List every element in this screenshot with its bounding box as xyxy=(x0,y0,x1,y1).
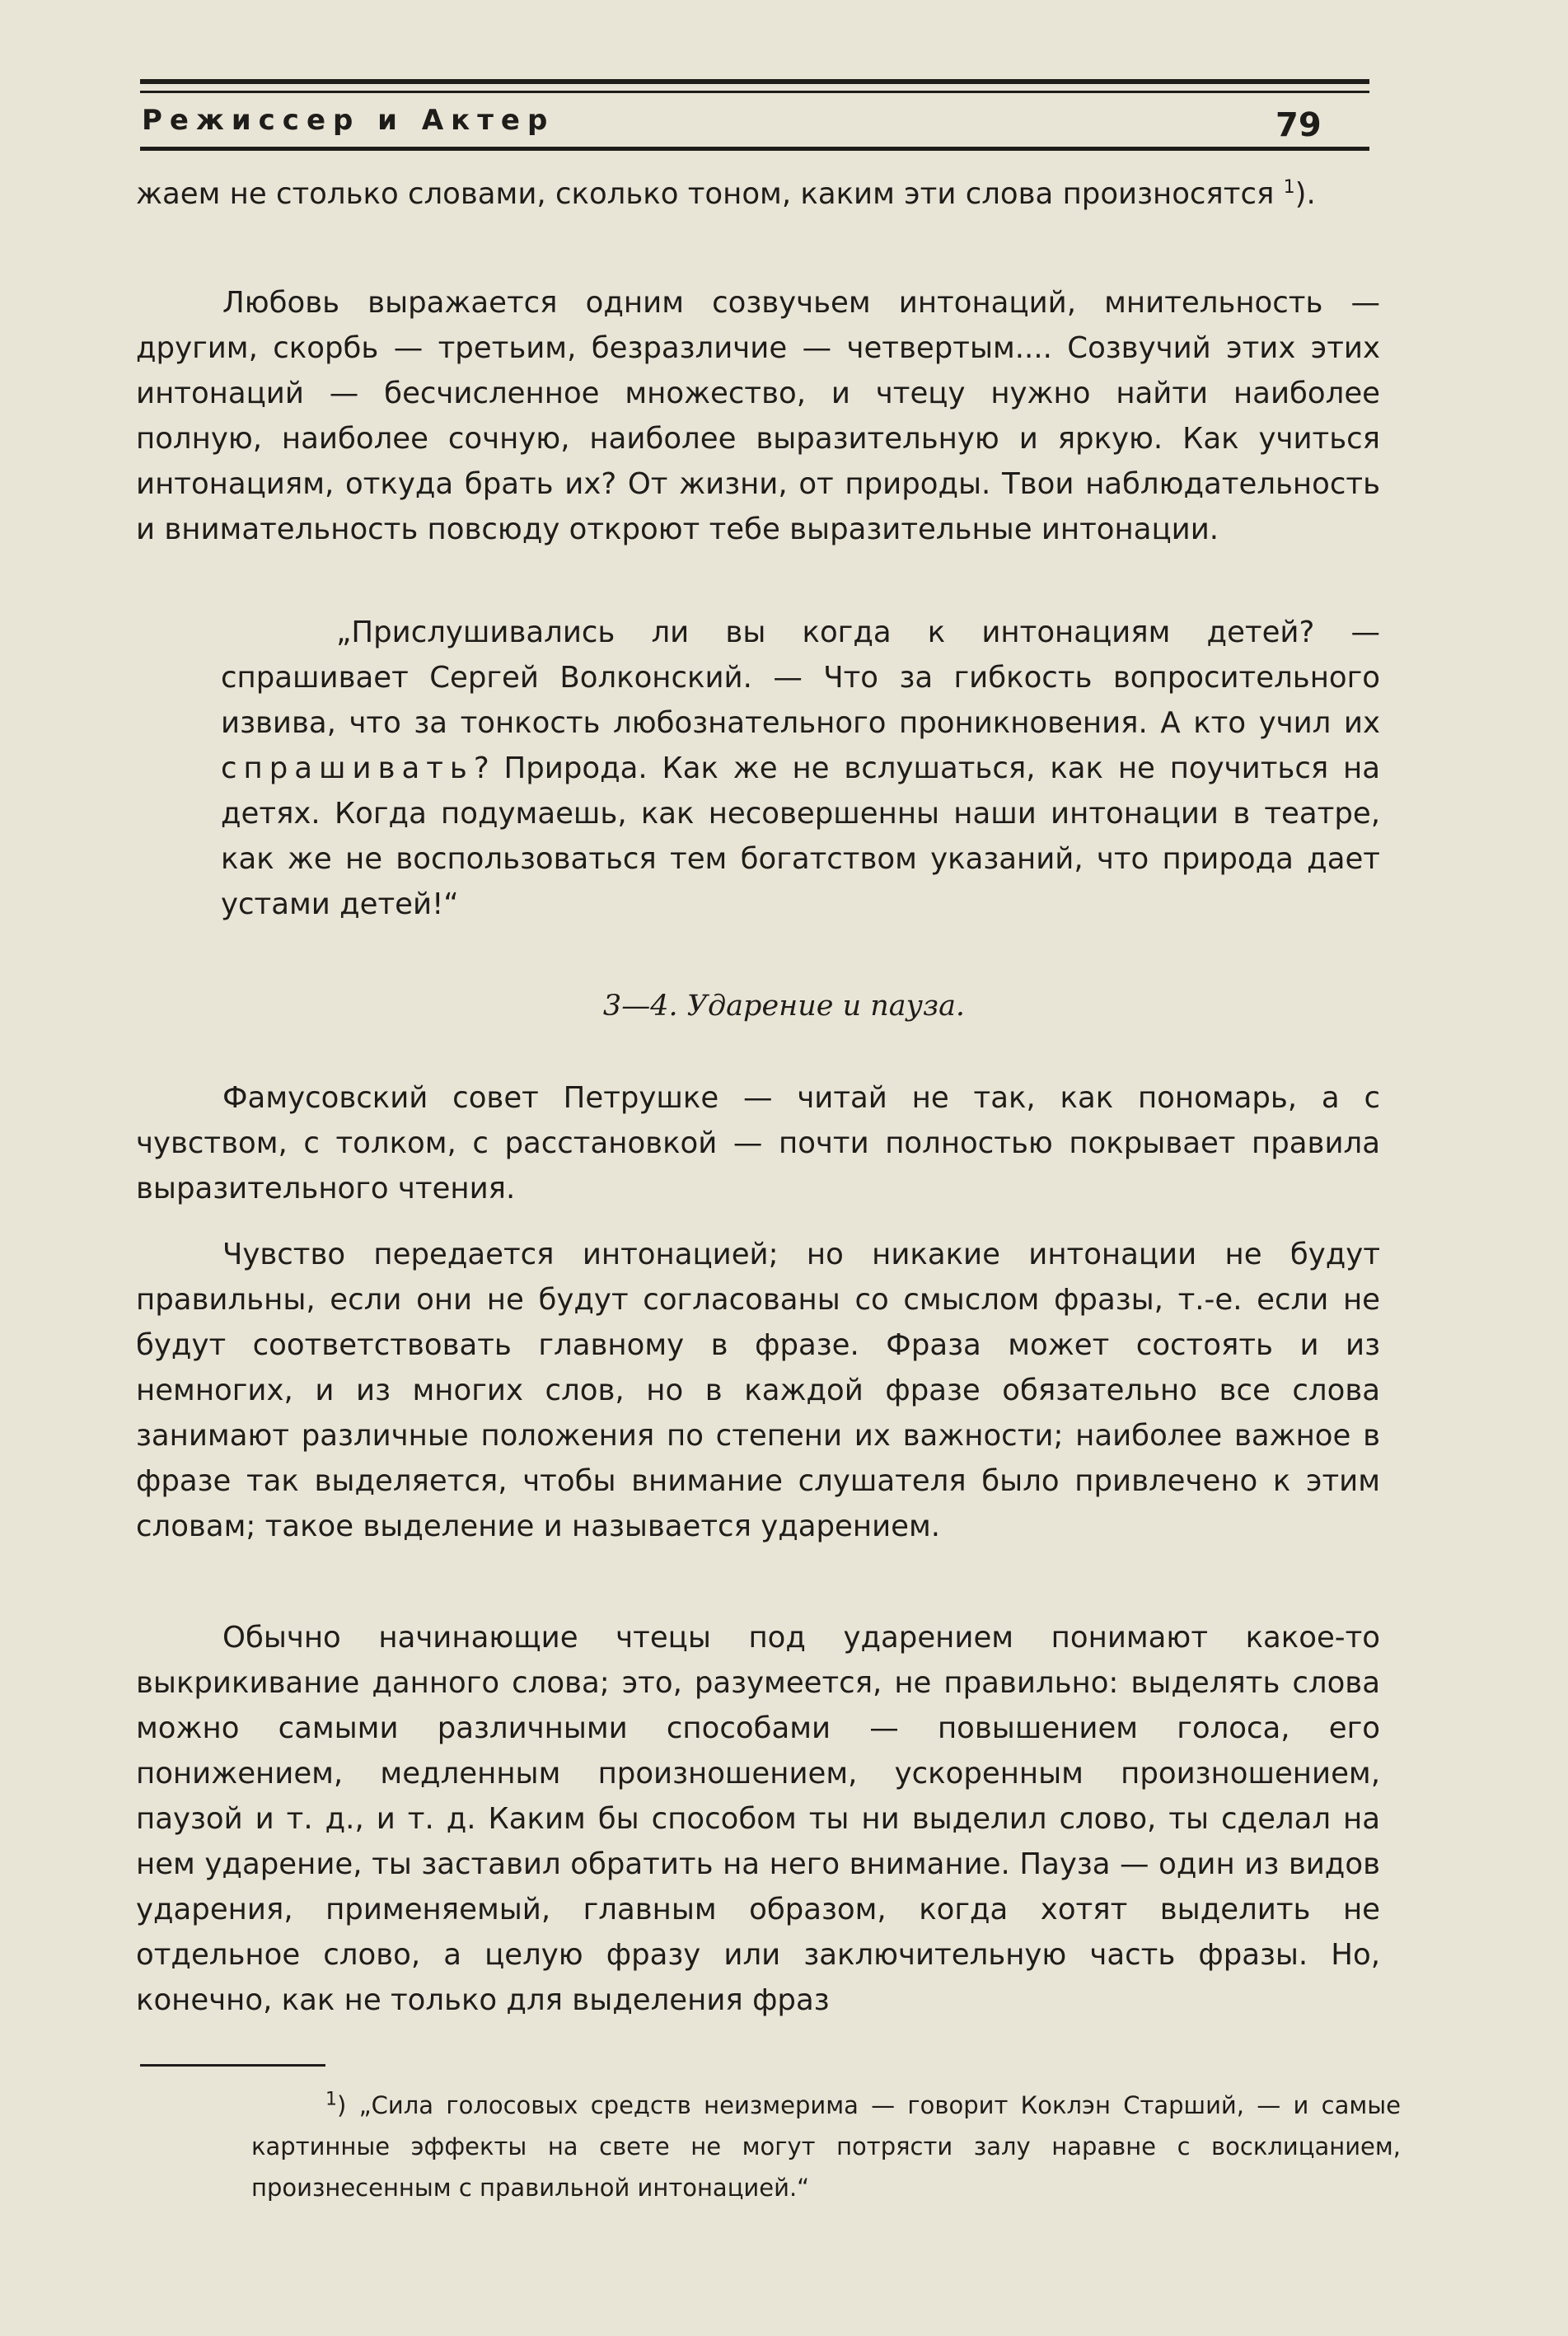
section-heading: 3—4. Ударение и пауза. xyxy=(602,990,966,1023)
footnote-reference: 1 xyxy=(1283,177,1295,199)
quote-volkonsky xyxy=(221,610,1380,927)
footnote-rule xyxy=(140,2064,325,2067)
quote-emphasis: спрашивать xyxy=(221,751,474,785)
paragraph-text-close: ). xyxy=(1294,177,1316,211)
footnote xyxy=(251,2085,1401,2208)
paragraph-continued xyxy=(136,171,1380,217)
paragraph-pause: Обычно начинающие чтецы под ударением понимают какое-то выкрикивание данного слова; это, разумеется, не правильно: выделять слова можно самыми различными способами — повышением голоса, его понижением, медленным произношением, ускоренным произношением, паузой и т. д., и т. д. Каким бы способом ты ни выделил слово, ты сделал на нем ударение, ты заставил обратить на него внимание. Пауза — один из видов ударения, применяемый, главным образом, когда хотят выделить не отдельное слово, а целую фразу или заключительную часть фразы. Но, конечно, как не только для выделения фраз xyxy=(136,1621,1380,2017)
paragraph-stress: Чувство передается интонацией; но никакие интонации не будут правильны, если они не будут согласованы со смыслом фразы, т.-е. если не будут соответствовать главному в фразе. Фраза может состоять и из немногих, и из многих слов, но в каждой фразе обязательно все слова занимают различные положения по степени их важности; наиболее важное в фразе так выделяется, чтобы внимание слушателя было привлечено к этим словам; такое выделение и называется ударением. xyxy=(136,1238,1380,1543)
paragraph-intonations: Любовь выражается одним созвучьем интонаций, мнительность — другим, скорбь — третьим, безразличие — четвертым.... Созвучий этих этих интонаций — бесчисленное множество, и чтецу нужно найти наиболее полную, наиболее сочную, наиболее выразительную и яркую. Как учиться интонациям, откуда брать их? От жизни, от природы. Твои наблюдательность и внимательность повсюду откроют тебе выразительные интонации. xyxy=(136,286,1380,546)
header-rule-second xyxy=(140,91,1369,93)
header-rule-bottom xyxy=(140,147,1369,151)
footnote-mark-close: ) xyxy=(337,2091,347,2119)
paragraph-famusov: Фамусовский совет Петрушке — читай не так, как пономарь, а с чувством, с толком, с расстановкой — почти полностью покрывает правила выразительного чтения. xyxy=(136,1081,1380,1205)
quote-text-part1: „Прислушивались ли вы когда к интонациям детей? — спрашивает Сергей Волконский. — Что за гибкость вопросительного извива, что за тонкость любознательного проникновения. А кто учил их xyxy=(221,616,1380,740)
paragraph-text: жаем не столько словами, сколько тоном, каким эти слова произносятся xyxy=(136,177,1275,211)
quote-text-part2: ? Природа. Как же не вслушаться, как не поучиться на детях. Когда подумаешь, как несовершенны наши интонации в театре, как же не воспользоваться тем богатством указаний, что природа дает устами детей!“ xyxy=(221,751,1380,921)
header-rule-top xyxy=(140,79,1369,84)
running-title: Режиссер и Актер xyxy=(142,104,555,137)
page-number: 79 xyxy=(1275,106,1322,144)
footnote-mark: 1 xyxy=(325,2089,337,2110)
footnote-text: „Сила голосовых средств неизмерима — говорит Коклэн Старший, — и самые картинные эффекты на свете не могут потрясти залу наравне с восклицанием, произнесенным с правильной интонацией.“ xyxy=(251,2091,1402,2202)
